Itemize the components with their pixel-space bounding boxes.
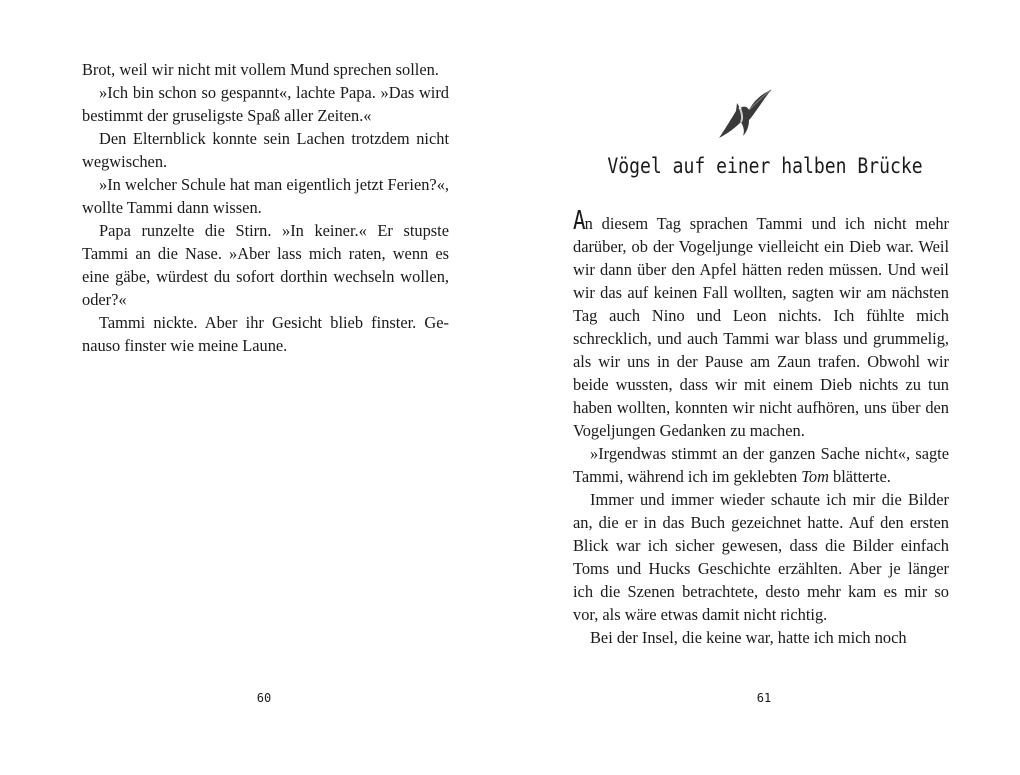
- paragraph: »Ich bin schon so gespannt«, lachte Papa. »Das wird bestimmt der gruseligste Spaß aller Zeiten.«: [82, 83, 449, 125]
- paragraph: Den Elternblick konnte sein Lachen trotzdem nicht wegwischen.: [82, 129, 449, 171]
- chapter-title: Vögel auf einer halben Brücke: [607, 154, 923, 178]
- paragraph: Papa runzelte die Stirn. »In keiner.« Er stupste Tammi an die Nase. »Aber lass mich raten, wenn es eine gäbe, würdest du sofort dorthin wechseln wollen, oder?«: [82, 221, 449, 309]
- right-text-column: [573, 206, 949, 649]
- first-paragraph-text: n diesem Tag sprachen Tammi und ich nicht mehr darüber, ob der Vogeljunge vielleicht ein Dieb war. Weil wir dann über den Apfel hätten reden müssen. Und weil wir das auf keinen Fall wollten, sagten wir am nächsten Tag auch Nino und Leon nichts. Ich fühlte mich schrecklich, und auch Tammi war blass und grummelig, als wir uns in der Pause am Zaun trafen. Obwohl wir beide wussten, dass wir mit einem Dieb nichts zu tun haben wollten, konnten wir nicht aufhören, uns über den Vogeljungen Gedanken zu machen.: [573, 214, 949, 440]
- drop-cap: A: [573, 206, 585, 236]
- paragraph: Bei der Insel, die keine war, hatte ich mich noch: [590, 628, 907, 647]
- left-text-column: [82, 58, 449, 357]
- right-page: [510, 0, 1020, 775]
- paragraph: Tammi nickte. Aber ihr Gesicht blieb finster. Genauso finster wie meine Laune.: [82, 313, 449, 355]
- page-number: 60: [256, 691, 272, 705]
- paragraph-text: blätterte.: [828, 467, 891, 486]
- swallow-bird-icon: [713, 86, 775, 146]
- paragraph: [573, 442, 949, 488]
- paragraph: Brot, weil wir nicht mit vollem Mund sprechen sollen.: [82, 60, 439, 79]
- page-number: 61: [756, 691, 772, 705]
- book-title-italic: Tom: [801, 467, 829, 486]
- paragraph: Immer und immer wieder schaute ich mir die Bilder an, die er in das Buch gezeichnet hatte. Auf den ersten Blick war ich sicher gewesen, dass die Bilder einfach Toms und Hucks Geschichte erzählten. Aber je länger ich die Szenen betrachtete, desto mehr kam es mir so vor, als wäre etwas damit nicht richtig.: [573, 490, 949, 624]
- paragraph: »In welcher Schule hat man eigentlich jetzt Ferien?«, wollte Tammi dann wissen.: [82, 175, 449, 217]
- first-paragraph: [573, 206, 949, 442]
- paragraph-text: »Irgendwas stimmt an der ganzen Sache nicht«, sagte Tammi, während ich im geklebten: [573, 444, 949, 486]
